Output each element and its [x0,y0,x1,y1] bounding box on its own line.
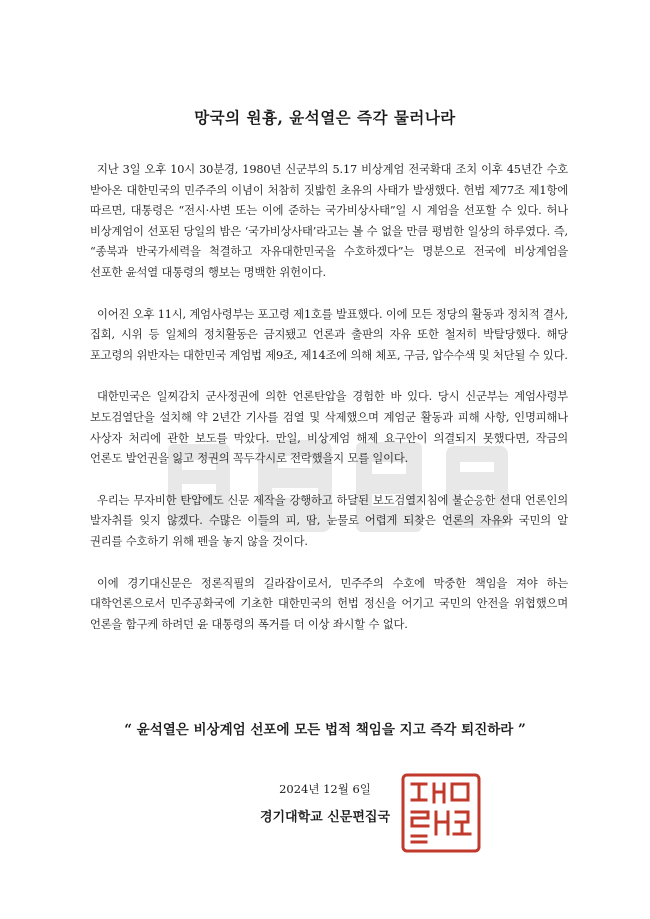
organization-name: 경기대학교 신문편집국 [259,810,391,825]
statement-body [90,160,568,656]
slogan: “ 윤석열은 비상계엄 선포에 모든 법적 책임을 지고 즉각 퇴진하라 ” [124,722,526,738]
date: 2024년 12월 6일 [279,782,371,796]
paragraph: 우리는 무자비한 탄압에도 신문 제작을 강행하고 하달된 보도검열지침에 불순응한 선대 언론인의 발자취를 잊지 않겠다. 수많은 이들의 피, 땀, 눈물로 어렵게 되찾은 언론의 자유와 국민의 알 권리를 수호하기 위해 펜을 놓지 않을 것이다. [90,493,568,548]
paragraph: 이에 경기대신문은 정론직필의 길라잡이로서, 민주주의 수호에 막중한 책임을 져야 하는 대학언론으로서 민주공화국에 기초한 대한민국의 헌법 정신을 어기고 국민의 안전을 위협했으며 언론을 함구케 하려던 윤 대통령의 폭거를 더 이상 좌시할 수 없다. [90,576,568,631]
page-title: 망국의 원흉, 윤석열은 즉각 물러나라 [194,108,456,127]
paragraph: 대한민국은 일찌감치 군사정권에 의한 언론탄압을 경험한 바 있다. 당시 신군부는 계엄사령부 보도검열단을 설치해 약 2년간 기사를 검열 및 삭제했으며 계엄군 활동과 피해 사항, 인명피해나 사상자 처리에 관한 보도를 막았다. 만일, 비상계엄 해제 요구안이 의결되지 못했다면, 작금의 언론도 발언권을 잃고 정권의 꼭두각시로 전락했을지 모를 일이다. [90,390,568,466]
paragraph: 지난 3일 오후 10시 30분경, 1980년 신군부의 5.17 비상계엄 전국확대 조치 이후 45년간 수호 받아온 대한민국의 민주주의 이념이 처참히 짓밟힌 초유의 사태가 발생했다. 헌법 제77조 제1항에 따르면, 대통령은 “전시·사변 또는 이에 준하는 국가비상사태”일 시 계엄을 선포할 수 있다. 허나 비상계엄이 선포된 당일의 밤은 ‘국가비상사태’라고는 볼 수 없을 만큼 평범한 일상의 하루였다. 즉, “종북과 반국가세력을 척결하고 자유대한민국을 수호하겠다”는 명분으로 전국에 비상계엄을 선포한 윤석열 대통령의 행보는 명백한 위헌이다. [90,163,568,279]
paragraph: 이어진 오후 11시, 계엄사령부는 포고령 제1호를 발표했다. 이에 모든 정당의 활동과 정치적 결사, 집회, 시위 등 일체의 정치활동은 금지됐고 언론과 출판의 자유 또한 철저히 박탈당했다. 해당 포고령의 위반자는 대한민국 계엄법 제9조, 제14조에 의해 체포, 구금, 압수수색 및 처단될 수 있다. [90,307,568,362]
official-seal-icon [400,772,482,854]
